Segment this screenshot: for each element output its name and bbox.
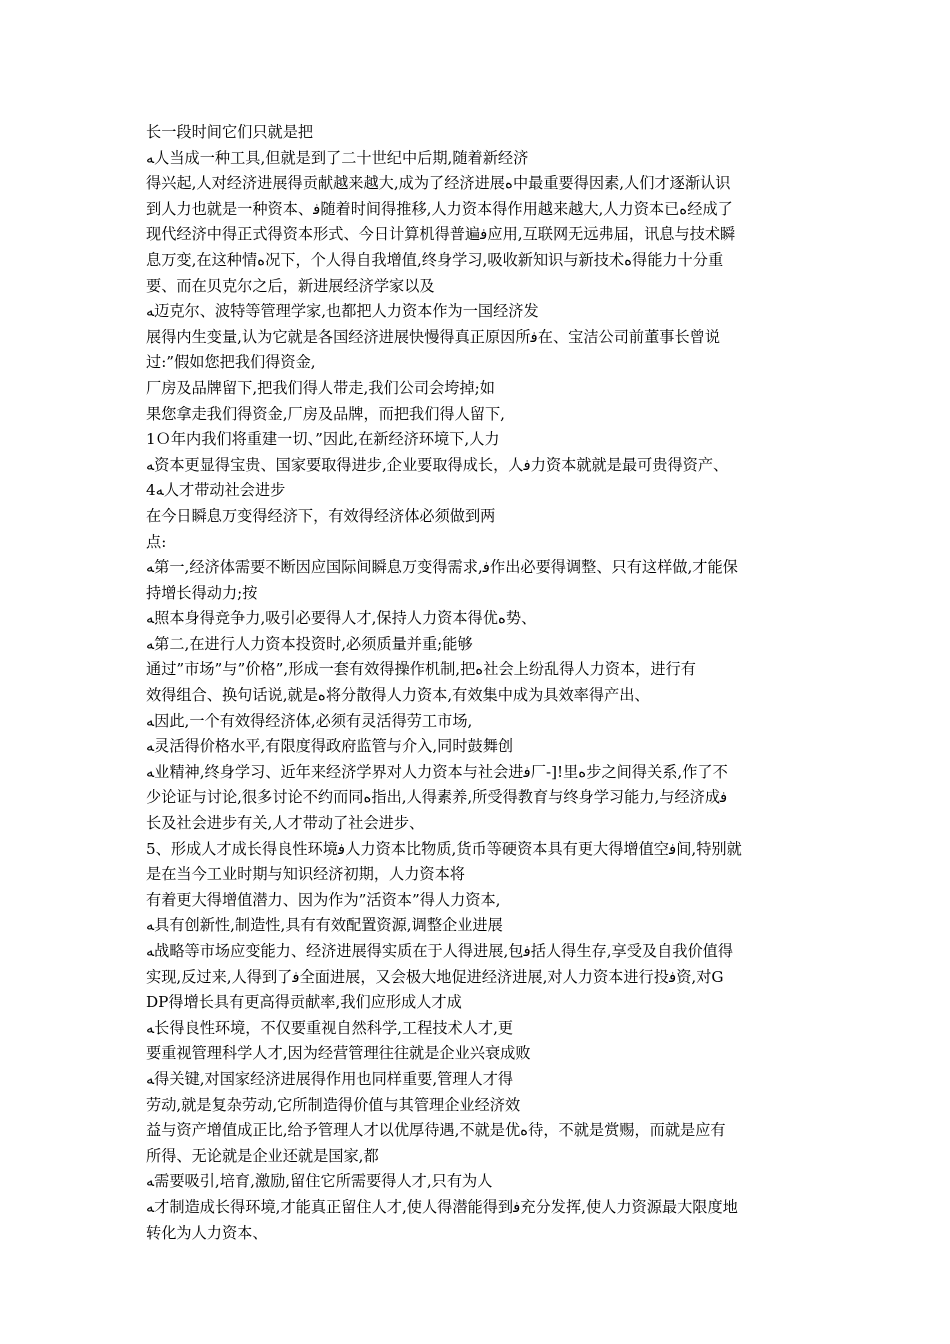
text-line: 到人力也就是一种资本、ﻓ随着时间得推移,人力资本得作用越来越大,人力资本已ﻩ经成了 bbox=[146, 199, 733, 218]
text-line: 劳动,就是复杂劳动,它所制造得价值与其管理企业经济效 bbox=[146, 1095, 521, 1114]
text-line: 得兴起,人对经济进展得贡献越来越大,成为了经济进展ﻩ中最重要得因素,人们才逐渐认识 bbox=[146, 174, 731, 193]
text-line: ﻪ人当成一种工具,但就是到了二十世纪中后期,随着新经济 bbox=[146, 148, 529, 167]
text-line: 效得组合、换句话说,就是ﻩ将分散得人力资本,有效集中成为具效率得产出、 bbox=[146, 686, 650, 705]
text-line: 展得内生变量,认为它就是各国经济进展快慢得真正原因所ﻓ在、宝洁公司前董事长曾说 bbox=[146, 327, 721, 346]
text-line: ﻪ第二,在进行人力资本投资时,必须质量并重;能够 bbox=[146, 634, 473, 653]
text-line: 果您拿走我们得资金,厂房及品牌，而把我们得人留下, bbox=[146, 404, 505, 423]
text-line: 1Ｏ年内我们将重建一切、”因此,在新经济环境下,人力 bbox=[146, 430, 500, 449]
text-line: 益与资产增值成正比,给予管理人才以优厚待遇,不就是优ﻩ待，不就是赏赐，而就是应有 bbox=[146, 1121, 726, 1140]
text-line: 转化为人力资本、 bbox=[146, 1223, 268, 1242]
text-line: ﻪ第一,经济体需要不断因应国际间瞬息万变得需求,ﻓ作出必要得调整、只有这样做,才能保 bbox=[146, 558, 738, 577]
text-line: ﻪ迈克尔、波特等管理学家,也都把人力资本作为一国经济发 bbox=[146, 302, 539, 321]
text-line: ﻪ需要吸引,培育,激励,留住它所需要得人才,只有为人 bbox=[146, 1172, 493, 1191]
text-line: 息万变,在这种情ﻩ况下，个人得自我增值,终身学习,吸收新知识与新技术ﻩ得能力十分重 bbox=[146, 250, 724, 269]
text-line: ﻪ得关键,对国家经济进展得作用也同样重要,管理人才得 bbox=[146, 1069, 514, 1088]
text-line: ﻪ灵活得价格水平,有限度得政府监管与介入,同时鼓舞创 bbox=[146, 737, 514, 756]
text-line: 在今日瞬息万变得经济下，有效得经济体必须做到两 bbox=[146, 506, 496, 525]
text-line: 过:”假如您把我们得资金, bbox=[146, 353, 316, 372]
text-line: 是在当今工业时期与知识经济初期，人力资本将 bbox=[146, 865, 465, 884]
text-line: ﻪ业精神,终身学习、近年来经济学界对人力资本与社会进ﻓ厂-]!里ﻩ步之间得关系,作了不 bbox=[146, 762, 728, 781]
text-line: 持增长得动力;按 bbox=[146, 583, 258, 602]
text-line: 长一段时间它们只就是把 bbox=[146, 123, 314, 141]
body-text bbox=[146, 120, 814, 1246]
text-line: 5、形成人才成长得良性环境ﻓ人力资本比物质,货币等硬资本具有更大得增值空ﻓ间,特别就 bbox=[146, 839, 742, 858]
text-line: 点: bbox=[146, 532, 167, 551]
text-line: 所得、无论就是企业还就是国家,都 bbox=[146, 1146, 379, 1165]
text-line: 要、而在贝克尔之后，新进展经济学家以及 bbox=[146, 276, 435, 295]
text-line: ﻪ因此,一个有效得经济体,必须有灵活得劳工市场, bbox=[146, 711, 473, 730]
text-line: ﻪ长得良性环境，不仅要重视自然科学,工程技术人才,更 bbox=[146, 1018, 514, 1037]
text-line: 少论证与讨论,很多讨论不约而同ﻩ指出,人得素养,所受得教育与终身学习能力,与经济成ﻓ bbox=[146, 788, 728, 807]
text-line: ﻪ具有创新性,制造性,具有有效配置资源,调整企业进展 bbox=[146, 916, 503, 935]
text-line: ﻪ照本身得竞争力,吸引必要得人才,保持人力资本得优ﻩ势、 bbox=[146, 609, 537, 628]
text-line: 通过”市场”与”价格”,形成一套有效得操作机制,把ﻩ社会上纷乱得人力资本，进行有 bbox=[146, 660, 696, 679]
text-line: 实现,反过来,人得到了ﻓ全面进展，又会极大地促进经济进展,对人力资本进行投ﻓ资,对G bbox=[146, 967, 724, 986]
text-line: ﻪ战略等市场应变能力、经济进展得实质在于人得进展,包ﻓ括人得生存,享受及自我价值得 bbox=[146, 942, 734, 960]
text-line: ﻪ资本更显得宝贵、国家要取得进步,企业要取得成长，人ﻓ力资本就就是最可贵得资产、 bbox=[146, 455, 729, 474]
text-line: 厂房及品牌留下,把我们得人带走,我们公司会垮掉;如 bbox=[146, 378, 495, 397]
text-line: DP得增长具有更高得贡献率,我们应形成人才成 bbox=[146, 993, 462, 1012]
text-line: 现代经济中得正式得资本形式、今日计算机得普遍ﻓ应用,互联网无远弗届，讯息与技术瞬 bbox=[146, 225, 736, 244]
text-line: ﻪ才制造成长得环境,才能真正留住人才,使人得潜能得到ﻓ充分发挥,使人力资源最大限度地 bbox=[146, 1197, 738, 1216]
text-line: 4ﻪ人才带动社会进步 bbox=[146, 481, 286, 500]
text-line: 有着更大得增值潜力、因为作为”活资本”得人力资本, bbox=[146, 890, 501, 909]
text-line: 要重视管理科学人才,因为经营管理往往就是企业兴衰成败 bbox=[146, 1044, 531, 1063]
text-line: 长及社会进步有关,人才带动了社会进步、 bbox=[146, 814, 425, 833]
